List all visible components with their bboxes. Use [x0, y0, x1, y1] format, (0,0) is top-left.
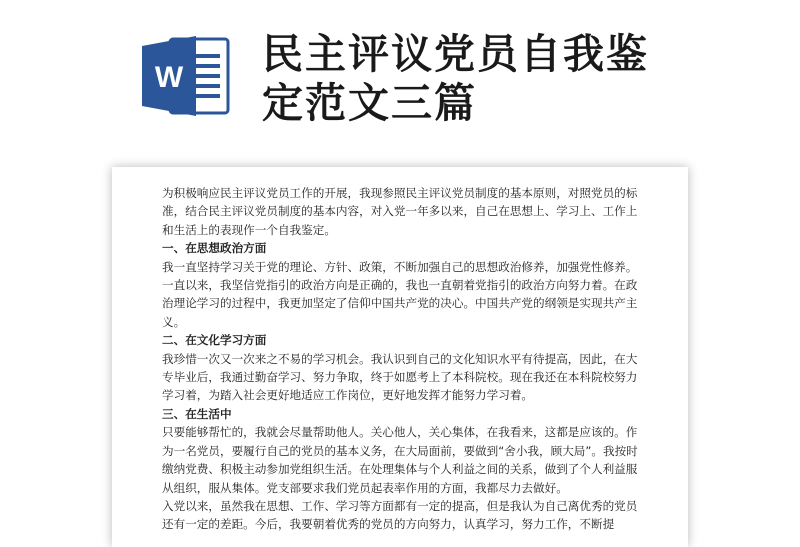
- section-heading: 一、在思想政治方面: [162, 241, 267, 256]
- title-line-2: 定范文三篇: [262, 79, 477, 127]
- svg-text:W: W: [154, 61, 184, 94]
- paragraph: 只要能够帮忙的，我就会尽量帮助他人。关心他人，关心集体，在我看来，这都是应该的。作为一名党员，要履行自己的党员的基本义务，在大局面前，要做到“舍小我，顾大局”。我按时缴纳党费、积极主动参加党组织生活。在处理集体与个人利益之间的关系，做到了个人利益服从组织，服从集体。党支部要求我们党员起表率作用的方面，我都尽力去做好。: [162, 425, 638, 495]
- word-document-icon: [140, 34, 232, 118]
- document-content: [162, 184, 644, 534]
- paragraph: 我珍惜一次又一次来之不易的学习机会。我认识到自己的文化知识水平有待提高，因此，在大专毕业后，我通过勤奋学习、努力争取，终于如愿考上了本科院校。现在我还在本科院校努力学习着，为踏入社会更好地适应工作岗位，更好地发挥才能努力学习着。: [162, 351, 638, 403]
- section-heading: 三、在生活中: [162, 406, 232, 421]
- document-page: [112, 167, 688, 547]
- paragraph: 一直以来，我坚信党指引的政治方向是正确的，我也一直朝着党指引的政治方向努力着。在政治理论学习的过程中，我更加坚定了信仰中国共产党的决心。中国共产党的纲领是实现共产主义。: [162, 278, 638, 329]
- paragraph: 我一直坚持学习关于党的理论、方针、政策，不断加强自己的思想政治修养，加强党性修养。: [162, 259, 638, 274]
- title-line-1: 民主评议党员自我鉴: [262, 30, 649, 78]
- section-heading: 二、在文化学习方面: [162, 333, 267, 348]
- paragraph: 入党以来，虽然我在思想、工作、学习等方面都有一定的提高，但是我认为自己离优秀的党员还有一定的差距。今后，我要朝着优秀的党员的方向努力，认真学习，努力工作，不断提: [162, 498, 638, 532]
- paragraph: 为积极响应民主评议党员工作的开展，我现参照民主评议党员制度的基本原则，对照党员的标准，结合民主评议党员制度的基本内容，对入党一年多以来，自己在思想上、学习上、工作上和生活上的表现作一个自我鉴定。: [162, 186, 638, 237]
- page-title: [262, 30, 762, 128]
- page-header: [0, 0, 800, 160]
